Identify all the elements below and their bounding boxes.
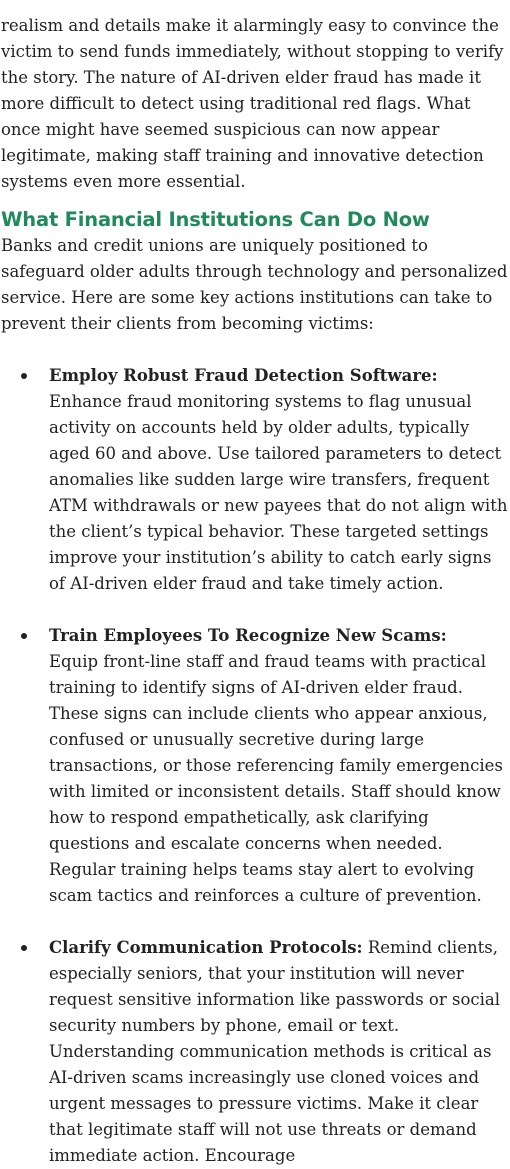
list-item-body: Enhance fraud monitoring systems to flag unusual activity on accounts held by older adults, typically aged 60 and above. Use tailored parameters to detect anomalies like sudden large wire transfers, frequent ATM withdrawals or new payees that do not align with the client’s typical behavior. These targeted settings improve your institution’s ability to catch early signs of AI-driven elder fraud and take timely action. <box>49 392 508 593</box>
section-heading: What Financial Institutions Can Do Now <box>1 208 430 231</box>
list-item-body: Equip front-line staff and fraud teams with practical training to identify signs of AI-driven elder fraud. These signs can include clients who appear anxious, confused or unusually secretive during large transactions, or those referencing family emergencies with limited or inconsistent details. Staff should know how to respond empathetically, ask clarifying questions and escalate concerns when needed. Regular training helps teams stay alert to evolving scam tactics and reinforces a culture of prevention. <box>49 652 503 905</box>
list-item <box>1 363 510 597</box>
list-item-title: Employ Robust Fraud Detection Software: <box>49 366 438 385</box>
section-intro-paragraph: Banks and credit unions are uniquely positioned to safeguard older adults through technology and personalized service. Here are some key actions institutions can take to prevent their clients from becoming victims: <box>1 236 508 333</box>
list-item <box>1 623 510 909</box>
bullet-icon <box>21 373 27 379</box>
list-item-title: Train Employees To Recognize New Scams: <box>49 626 447 645</box>
list-item-body: Remind clients, especially seniors, that your institution will never request sensitive information like passwords or social security numbers by phone, email or text. Understanding communication methods is critical as AI-driven scams increasingly use cloned voices and urgent messages to pressure victims. Make it clear that legitimate staff will not use threats or demand immediate action. Encourage <box>49 938 501 1165</box>
list-item <box>1 935 510 1169</box>
action-list <box>1 363 510 1169</box>
bullet-icon <box>21 633 27 639</box>
list-item-title: Clarify Communication Protocols: <box>49 938 363 957</box>
intro-paragraph: realism and details make it alarmingly easy to convince the victim to send funds immediately, without stopping to verify the story. The nature of AI-driven elder fraud has made it more difficult to detect using traditional red flags. What once might have seemed suspicious can now appear legitimate, making staff training and innovative detection systems even more essential. <box>1 16 504 191</box>
bullet-icon <box>21 945 27 951</box>
